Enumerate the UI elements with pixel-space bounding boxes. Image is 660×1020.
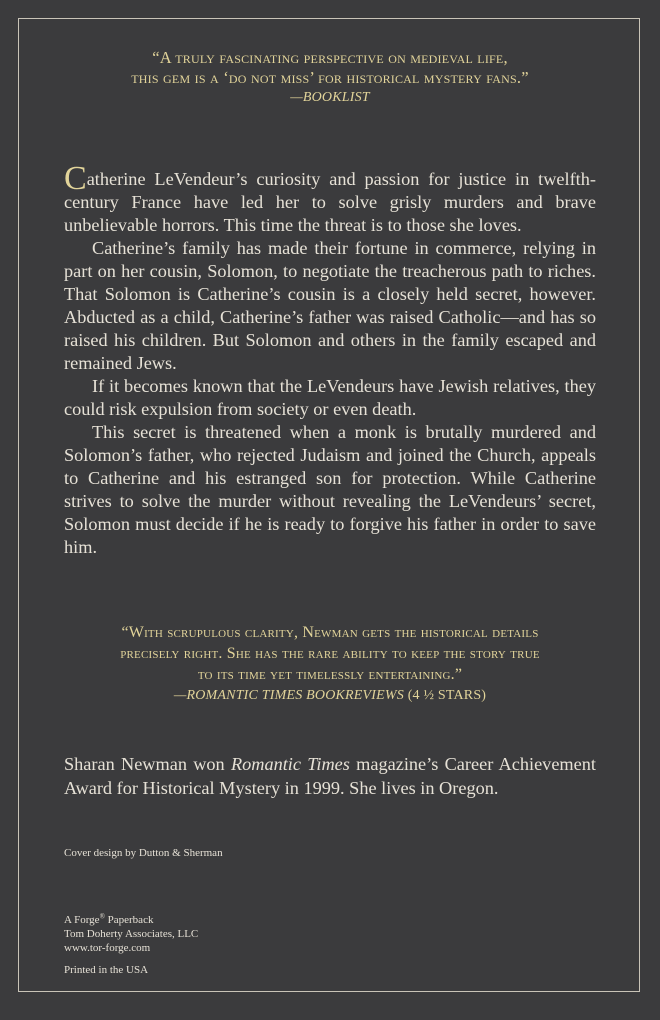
bio-magazine-title: Romantic Times — [230, 754, 350, 774]
bio-text-start: Sharan Newman won — [64, 754, 231, 774]
booklist-quote-line-1: “A truly fascinating perspective on medieval life, — [152, 48, 508, 67]
description-paragraph-3: If it becomes known that the LeVendeurs have Jewish relatives, they could risk expulsion from society or even death. — [64, 376, 596, 419]
description-paragraph-1 — [64, 160, 596, 237]
rt-attribution-source: —ROMANTIC TIMES BOOKREVIEWS — [173, 688, 404, 703]
rt-attribution — [0, 685, 660, 706]
imprint-format: Paperback — [104, 914, 154, 926]
book-description — [64, 160, 596, 559]
romantic-times-quote — [0, 622, 660, 706]
publisher-imprint — [64, 913, 198, 927]
imprint-name: A Forge — [64, 914, 100, 926]
bio-text-end: magazine’s Career Achievement Award for Historical Mystery in 1999. She lives in Oregon. — [64, 754, 596, 798]
rt-attribution-rating: (4 ½ STARS) — [407, 688, 487, 703]
printed-in: Printed in the USA — [64, 964, 149, 976]
rt-quote-line-3: to its time yet timelessly entertaining.” — [197, 666, 463, 683]
publisher-info — [64, 913, 198, 955]
cover-design-credit: Cover design by Dutton & Sherman — [64, 847, 223, 859]
booklist-quote-line-2: this gem is a ‘do not miss’ for historical mystery fans.” — [131, 68, 529, 87]
registered-mark: ® — [99, 912, 105, 921]
booklist-attribution: —BOOKLIST — [290, 90, 370, 105]
rt-quote-line-1: “With scrupulous clarity, Newman gets the historical details — [121, 624, 539, 641]
rt-quote-line-2: precisely right. She has the rare ability to keep the story true — [120, 645, 540, 662]
description-paragraph-1-text: curiosity and passion for justice in twelfth-century France have led her to solve grisly murders and brave unbelievable horrors. This time the threat is to those she loves. — [64, 169, 596, 235]
publisher-website: www.tor-forge.com — [64, 942, 151, 954]
booklist-quote — [0, 48, 660, 108]
description-paragraph-2: Catherine’s family has made their fortune in commerce, relying in part on her cousin, Solomon, to negotiate the treacherous path to riches. That Solomon is Catherine’s cousin is a closely held secret, however. Abducted as a child, Catherine’s father was raised Catholic—and has so raised his children. But Solomon and others in the family escaped and remained Jews. — [64, 238, 596, 373]
author-bio — [64, 752, 596, 800]
description-paragraph-4: This secret is threatened when a monk is brutally murdered and Solomon’s father, who rejected Judaism and joined the Church, appeals to Catherine and his estranged son for protection. While Catherine strives to solve the murder without revealing the LeVendeurs’ secret, Solomon must decide if he is ready to forgive his father in order to save him. — [64, 422, 596, 557]
heroine-name: atherine LeVendeur’s — [86, 169, 248, 189]
publisher-company: Tom Doherty Associates, LLC — [64, 928, 199, 940]
drop-cap: C — [64, 160, 87, 197]
